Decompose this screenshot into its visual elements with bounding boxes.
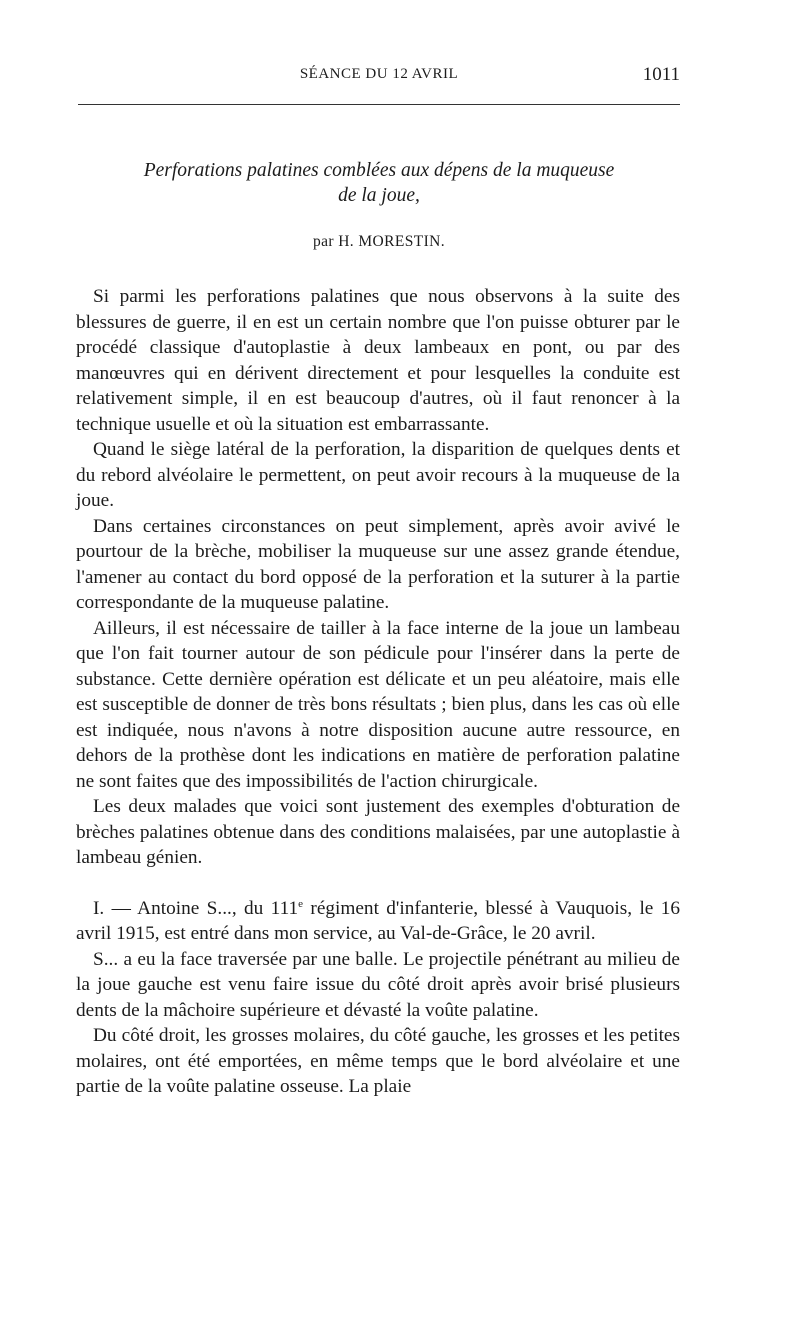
case-intro-end: régiment d'infanterie, blessé à Vauquois, le 16 avril 1915, est entré dans mon service, au Val-de-Grâce, le 20 avril. <box>76 897 680 944</box>
article-body <box>76 284 680 1100</box>
article-title-line-2: de la joue, <box>338 185 420 206</box>
body-paragraph: Quand le siège latéral de la perforation, la disparition de quelques dents et du rebord alvéolaire le permettent, on peut avoir recours à la muqueuse de la joue. <box>76 439 680 511</box>
body-paragraph: Si parmi les perforations palatines que nous observons à la suite des blessures de guerre, il en est un certain nombre que l'on puisse obturer par le procédé classique d'autoplastie à deux lambeaux en pont, ou par des manœuvres qui en dérivent directement et pour lesquelles la conduite est relativement simple, il en est beaucoup d'autres, où il faut renoncer à la technique usuelle et où la situation est embarrassante. <box>76 286 680 435</box>
case-intro-start: I. — Antoine S..., du 111 <box>93 897 299 919</box>
article-title-line-1: Perforations palatines comblées aux dépens de la muqueuse <box>143 160 615 181</box>
body-paragraph: Ailleurs, il est nécessaire de tailler à la face interne de la joue un lambeau que l'on fait tourner autour de son pédicule pour l'insérer dans la perte de substance. Cette dernière opération est délicate et un peu aléatoire, mais elle est susceptible de donner de très bons résultats ; bien plus, dans les cas où elle est indiquée, nous n'avons à notre disposition aucune autre ressource, en dehors de la prothèse dont les indications en matière de perforation palatine ne sont faites que des impossibilités de l'action chirurgicale. <box>76 617 680 792</box>
page-number: 1011 <box>642 64 680 85</box>
case-paragraph: Du côté droit, les grosses molaires, du côté gauche, les grosses et les petites molaires, ont été emportées, en même temps que le bord alvéolaire et une partie de la voûte palatine osseuse. La plaie <box>76 1025 680 1097</box>
body-paragraph: Dans certaines circonstances on peut simplement, après avoir avivé le pourtour de la brèche, mobiliser la muqueuse sur une assez grande étendue, l'amener au contact du bord opposé de la perforation et la suturer à la partie correspondante de la muqueuse palatine. <box>76 515 680 613</box>
case-intro-superscript: e <box>298 897 304 910</box>
case-intro-paragraph <box>76 896 680 947</box>
running-title: SÉANCE DU 12 AVRIL <box>299 66 459 82</box>
article-title <box>78 158 680 208</box>
running-header <box>78 64 680 90</box>
case-paragraph: S... a eu la face traversée par une balle. Le projectile pénétrant au milieu de la joue gauche est venu faire issue du côté droit après avoir brisé plusieurs dents de la mâchoire supérieure et dévasté la voûte palatine. <box>76 948 680 1021</box>
body-paragraph: Les deux malades que voici sont justement des exemples d'obturation de brèches palatines obtenue dans des conditions malaisées, par une autoplastie à lambeau génien. <box>76 796 680 868</box>
header-rule <box>78 104 680 105</box>
article-byline: par H. MORESTIN. <box>312 233 446 250</box>
